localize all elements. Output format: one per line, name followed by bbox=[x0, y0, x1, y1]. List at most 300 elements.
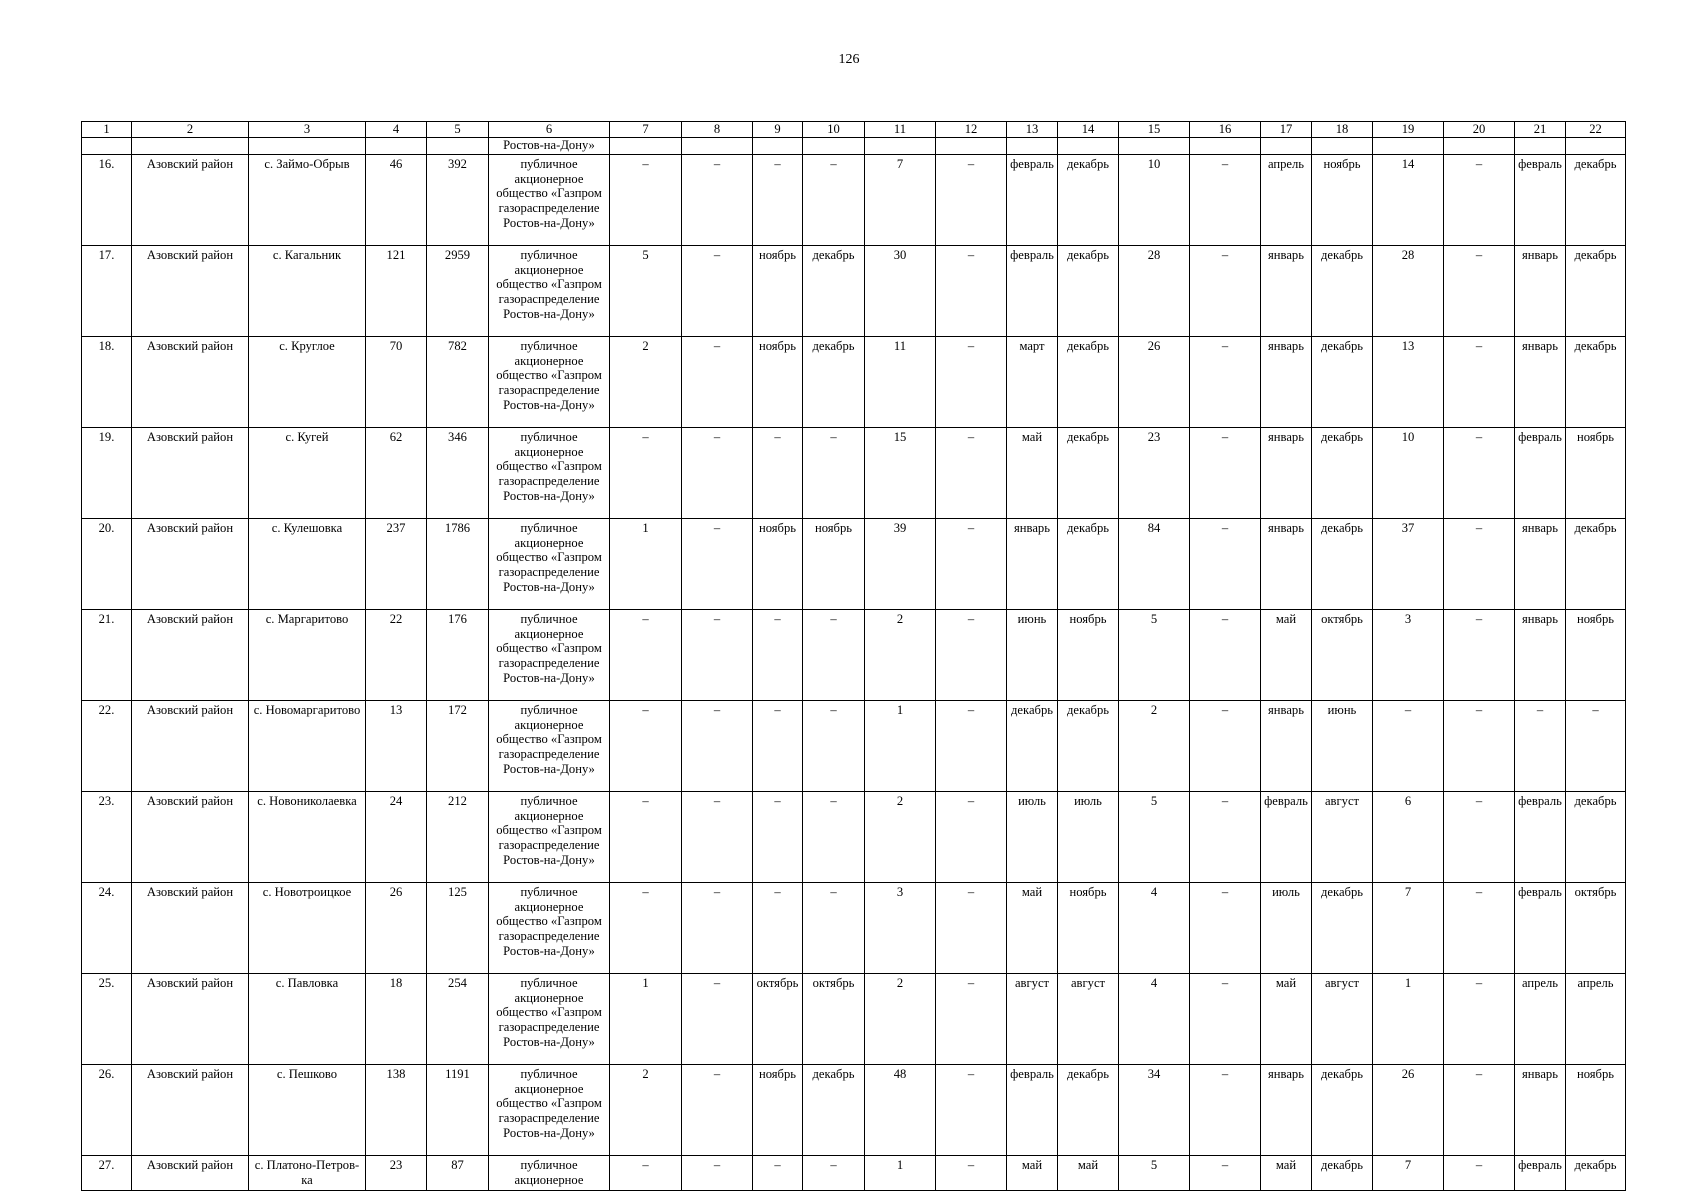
cell-col-16: – bbox=[1190, 791, 1261, 882]
cell-col-7: 2 bbox=[610, 336, 682, 427]
cell-col-10 bbox=[803, 137, 865, 154]
cell-col-20: – bbox=[1444, 791, 1515, 882]
cell-col-20: – bbox=[1444, 700, 1515, 791]
cell-col-13: март bbox=[1007, 336, 1058, 427]
cell-col-19: 10 bbox=[1373, 427, 1444, 518]
cell-col-20: – bbox=[1444, 882, 1515, 973]
cell-col-21: февраль bbox=[1515, 427, 1566, 518]
cell-col-16: – bbox=[1190, 518, 1261, 609]
cell-col-3: с. Новомаргаритово bbox=[249, 700, 366, 791]
cell-col-2 bbox=[132, 137, 249, 154]
cell-col-10: – bbox=[803, 154, 865, 245]
cell-col-14: декабрь bbox=[1058, 427, 1119, 518]
cell-col-22: ноябрь bbox=[1566, 1064, 1626, 1155]
cell-col-14: декабрь bbox=[1058, 1064, 1119, 1155]
cell-col-9: – bbox=[753, 609, 803, 700]
cell-col-13: май bbox=[1007, 427, 1058, 518]
cell-col-22: ноябрь bbox=[1566, 427, 1626, 518]
cell-col-17: январь bbox=[1261, 245, 1312, 336]
cell-col-7: 7 bbox=[610, 122, 682, 138]
cell-col-21: январь bbox=[1515, 518, 1566, 609]
cell-col-17: 17 bbox=[1261, 122, 1312, 138]
cell-col-7: – bbox=[610, 154, 682, 245]
cell-col-13: февраль bbox=[1007, 154, 1058, 245]
cell-col-11: 2 bbox=[865, 791, 936, 882]
cell-col-3: с. Новониколаевка bbox=[249, 791, 366, 882]
cell-col-1: 18. bbox=[82, 336, 132, 427]
cell-col-9: – bbox=[753, 427, 803, 518]
cell-col-5: 1191 bbox=[427, 1064, 489, 1155]
cell-col-6: публичное акционерное общество «Газпром газораспределение Ростов-на-Дону» bbox=[489, 973, 610, 1064]
cell-col-22: декабрь bbox=[1566, 154, 1626, 245]
cell-col-12: – bbox=[936, 791, 1007, 882]
cell-col-16: – bbox=[1190, 427, 1261, 518]
cell-col-4: 121 bbox=[366, 245, 427, 336]
cell-col-21: февраль bbox=[1515, 1155, 1566, 1190]
cell-col-18: декабрь bbox=[1312, 882, 1373, 973]
cell-col-8: – bbox=[682, 609, 753, 700]
cell-col-2: Азовский район bbox=[132, 1155, 249, 1190]
cell-col-13: июнь bbox=[1007, 609, 1058, 700]
table-row bbox=[82, 1064, 1626, 1155]
cell-col-5: 5 bbox=[427, 122, 489, 138]
cell-col-5: 87 bbox=[427, 1155, 489, 1190]
cell-col-3: с. Павловка bbox=[249, 973, 366, 1064]
cell-col-4: 13 bbox=[366, 700, 427, 791]
cell-col-12: – bbox=[936, 245, 1007, 336]
cell-col-17: апрель bbox=[1261, 154, 1312, 245]
cell-col-19: 13 bbox=[1373, 336, 1444, 427]
cell-col-22: декабрь bbox=[1566, 1155, 1626, 1190]
cell-col-10: октябрь bbox=[803, 973, 865, 1064]
cell-col-5: 2959 bbox=[427, 245, 489, 336]
cell-col-13: февраль bbox=[1007, 245, 1058, 336]
cell-col-22: 22 bbox=[1566, 122, 1626, 138]
cell-col-17: май bbox=[1261, 609, 1312, 700]
cell-col-11: 48 bbox=[865, 1064, 936, 1155]
cell-col-20: 20 bbox=[1444, 122, 1515, 138]
cell-col-20: – bbox=[1444, 154, 1515, 245]
cell-col-21: февраль bbox=[1515, 791, 1566, 882]
cell-col-18: декабрь bbox=[1312, 245, 1373, 336]
cell-col-8: – bbox=[682, 791, 753, 882]
cell-col-13: февраль bbox=[1007, 1064, 1058, 1155]
cell-col-4: 70 bbox=[366, 336, 427, 427]
cell-col-18: декабрь bbox=[1312, 518, 1373, 609]
cell-col-1: 17. bbox=[82, 245, 132, 336]
cell-col-12: – bbox=[936, 1064, 1007, 1155]
cell-col-9: октябрь bbox=[753, 973, 803, 1064]
table-row bbox=[82, 609, 1626, 700]
cell-col-21: январь bbox=[1515, 336, 1566, 427]
cell-col-3 bbox=[249, 137, 366, 154]
cell-col-1: 27. bbox=[82, 1155, 132, 1190]
cell-col-17: январь bbox=[1261, 427, 1312, 518]
cell-col-6: публичное акционерное общество «Газпром газораспределение Ростов-на-Дону» bbox=[489, 336, 610, 427]
cell-col-15: 84 bbox=[1119, 518, 1190, 609]
cell-col-2: Азовский район bbox=[132, 882, 249, 973]
cell-col-17: январь bbox=[1261, 518, 1312, 609]
cell-col-13: январь bbox=[1007, 518, 1058, 609]
cell-col-9: – bbox=[753, 882, 803, 973]
cell-col-7: – bbox=[610, 700, 682, 791]
cell-col-20: – bbox=[1444, 245, 1515, 336]
cell-col-15: 28 bbox=[1119, 245, 1190, 336]
cell-col-7: – bbox=[610, 1155, 682, 1190]
cell-col-16: – bbox=[1190, 245, 1261, 336]
cell-col-2: Азовский район bbox=[132, 518, 249, 609]
cell-col-19: 19 bbox=[1373, 122, 1444, 138]
cell-col-20: – bbox=[1444, 609, 1515, 700]
cell-col-4: 237 bbox=[366, 518, 427, 609]
cell-col-22: декабрь bbox=[1566, 336, 1626, 427]
table-row bbox=[82, 154, 1626, 245]
cell-col-7: 1 bbox=[610, 973, 682, 1064]
cell-col-19: 3 bbox=[1373, 609, 1444, 700]
cell-col-9: ноябрь bbox=[753, 336, 803, 427]
cell-col-11 bbox=[865, 137, 936, 154]
cell-col-18 bbox=[1312, 137, 1373, 154]
cell-col-7: – bbox=[610, 882, 682, 973]
cell-col-14: декабрь bbox=[1058, 154, 1119, 245]
cell-col-16: – bbox=[1190, 882, 1261, 973]
cell-col-13: август bbox=[1007, 973, 1058, 1064]
cell-col-6: публичное акционерное общество «Газпром газораспределение Ростов-на-Дону» bbox=[489, 518, 610, 609]
cell-col-7: 1 bbox=[610, 518, 682, 609]
cell-col-11: 3 bbox=[865, 882, 936, 973]
cell-col-2: Азовский район bbox=[132, 700, 249, 791]
cell-col-17: январь bbox=[1261, 700, 1312, 791]
cell-col-8: – bbox=[682, 973, 753, 1064]
cell-col-7: – bbox=[610, 609, 682, 700]
cell-col-9: ноябрь bbox=[753, 518, 803, 609]
cell-col-7: – bbox=[610, 427, 682, 518]
cell-col-14: июль bbox=[1058, 791, 1119, 882]
cell-col-18: ноябрь bbox=[1312, 154, 1373, 245]
cell-col-11: 1 bbox=[865, 1155, 936, 1190]
cell-col-22 bbox=[1566, 137, 1626, 154]
cell-col-14: ноябрь bbox=[1058, 882, 1119, 973]
cell-col-2: Азовский район bbox=[132, 245, 249, 336]
cell-col-8 bbox=[682, 137, 753, 154]
cell-col-12: – bbox=[936, 700, 1007, 791]
cell-col-17: май bbox=[1261, 1155, 1312, 1190]
cell-col-17: январь bbox=[1261, 336, 1312, 427]
cell-col-20: – bbox=[1444, 427, 1515, 518]
cell-col-5: 254 bbox=[427, 973, 489, 1064]
cell-col-21: январь bbox=[1515, 1064, 1566, 1155]
cell-col-14: декабрь bbox=[1058, 518, 1119, 609]
cell-col-4: 18 bbox=[366, 973, 427, 1064]
cell-col-19: 7 bbox=[1373, 1155, 1444, 1190]
cell-col-19: 26 bbox=[1373, 1064, 1444, 1155]
cell-col-5: 176 bbox=[427, 609, 489, 700]
cell-col-9: – bbox=[753, 700, 803, 791]
cell-col-2: Азовский район bbox=[132, 609, 249, 700]
table-row bbox=[82, 1155, 1626, 1190]
cell-col-14 bbox=[1058, 137, 1119, 154]
cell-col-16: – bbox=[1190, 973, 1261, 1064]
cell-col-15: 5 bbox=[1119, 791, 1190, 882]
table-row bbox=[82, 336, 1626, 427]
cell-col-6: публичное акционерное общество «Газпром газораспределение Ростов-на-Дону» bbox=[489, 245, 610, 336]
cell-col-15: 4 bbox=[1119, 882, 1190, 973]
cell-col-8: – bbox=[682, 700, 753, 791]
table-row bbox=[82, 700, 1626, 791]
cell-col-5: 125 bbox=[427, 882, 489, 973]
cell-col-1: 26. bbox=[82, 1064, 132, 1155]
table-row bbox=[82, 882, 1626, 973]
cell-col-8: 8 bbox=[682, 122, 753, 138]
cell-col-12: – bbox=[936, 882, 1007, 973]
cell-col-3: с. Кугей bbox=[249, 427, 366, 518]
cell-col-19: 28 bbox=[1373, 245, 1444, 336]
cell-col-20: – bbox=[1444, 518, 1515, 609]
gasification-table bbox=[81, 121, 1626, 1191]
cell-col-19 bbox=[1373, 137, 1444, 154]
cell-col-21: 21 bbox=[1515, 122, 1566, 138]
cell-col-10: ноябрь bbox=[803, 518, 865, 609]
cell-col-1: 23. bbox=[82, 791, 132, 882]
cell-col-3: 3 bbox=[249, 122, 366, 138]
cell-col-19: 6 bbox=[1373, 791, 1444, 882]
cell-col-12: – bbox=[936, 1155, 1007, 1190]
cell-col-16: – bbox=[1190, 154, 1261, 245]
cell-col-1: 20. bbox=[82, 518, 132, 609]
cell-col-16: – bbox=[1190, 609, 1261, 700]
table-row bbox=[82, 791, 1626, 882]
cell-col-19: 7 bbox=[1373, 882, 1444, 973]
cell-col-8: – bbox=[682, 154, 753, 245]
cell-col-14: май bbox=[1058, 1155, 1119, 1190]
cell-col-4: 22 bbox=[366, 609, 427, 700]
cell-col-9 bbox=[753, 137, 803, 154]
cell-col-4: 4 bbox=[366, 122, 427, 138]
table-row bbox=[82, 245, 1626, 336]
cell-col-11: 7 bbox=[865, 154, 936, 245]
cell-col-20: – bbox=[1444, 336, 1515, 427]
cell-col-3: с. Платоно-Петров-ка bbox=[249, 1155, 366, 1190]
cell-col-21: январь bbox=[1515, 609, 1566, 700]
cell-col-7: – bbox=[610, 791, 682, 882]
cell-col-10: – bbox=[803, 700, 865, 791]
cell-col-6: 6 bbox=[489, 122, 610, 138]
table-row bbox=[82, 973, 1626, 1064]
cell-col-22: октябрь bbox=[1566, 882, 1626, 973]
cell-col-22: апрель bbox=[1566, 973, 1626, 1064]
cell-col-16: – bbox=[1190, 700, 1261, 791]
cell-col-18: октябрь bbox=[1312, 609, 1373, 700]
cell-col-14: ноябрь bbox=[1058, 609, 1119, 700]
cell-col-8: – bbox=[682, 1155, 753, 1190]
cell-col-11: 11 bbox=[865, 336, 936, 427]
cell-col-18: 18 bbox=[1312, 122, 1373, 138]
cell-col-16: – bbox=[1190, 1155, 1261, 1190]
cell-col-4: 46 bbox=[366, 154, 427, 245]
cell-col-11: 15 bbox=[865, 427, 936, 518]
cell-col-20: – bbox=[1444, 1155, 1515, 1190]
cell-col-11: 39 bbox=[865, 518, 936, 609]
cell-col-9: ноябрь bbox=[753, 1064, 803, 1155]
cell-col-12 bbox=[936, 137, 1007, 154]
cell-col-3: с. Пешково bbox=[249, 1064, 366, 1155]
cell-col-6: публичное акционерное общество «Газпром газораспределение Ростов-на-Дону» bbox=[489, 609, 610, 700]
cell-col-1: 25. bbox=[82, 973, 132, 1064]
cell-col-16: – bbox=[1190, 336, 1261, 427]
cell-col-17: июль bbox=[1261, 882, 1312, 973]
cell-col-15: 26 bbox=[1119, 336, 1190, 427]
cell-col-5: 1786 bbox=[427, 518, 489, 609]
cell-col-6: публичное акционерное общество «Газпром газораспределение Ростов-на-Дону» bbox=[489, 882, 610, 973]
cell-col-4: 23 bbox=[366, 1155, 427, 1190]
cell-col-6: публичное акционерное общество «Газпром газораспределение Ростов-на-Дону» bbox=[489, 427, 610, 518]
cell-col-1: 24. bbox=[82, 882, 132, 973]
cell-col-3: с. Кагальник bbox=[249, 245, 366, 336]
cell-col-6: публичное акционерное общество «Газпром газораспределение Ростов-на-Дону» bbox=[489, 1064, 610, 1155]
cell-col-10: – bbox=[803, 609, 865, 700]
cell-col-8: – bbox=[682, 882, 753, 973]
cell-col-21: – bbox=[1515, 700, 1566, 791]
cell-col-19: 37 bbox=[1373, 518, 1444, 609]
cell-col-13: декабрь bbox=[1007, 700, 1058, 791]
table-row bbox=[82, 427, 1626, 518]
cell-col-10: 10 bbox=[803, 122, 865, 138]
cell-col-8: – bbox=[682, 336, 753, 427]
cell-col-15 bbox=[1119, 137, 1190, 154]
cell-col-14: декабрь bbox=[1058, 336, 1119, 427]
cell-col-15: 5 bbox=[1119, 1155, 1190, 1190]
cell-col-21: апрель bbox=[1515, 973, 1566, 1064]
cell-col-12: 12 bbox=[936, 122, 1007, 138]
cell-col-18: декабрь bbox=[1312, 336, 1373, 427]
cell-col-10: декабрь bbox=[803, 245, 865, 336]
cell-col-15: 23 bbox=[1119, 427, 1190, 518]
cell-col-13: 13 bbox=[1007, 122, 1058, 138]
cell-col-14: декабрь bbox=[1058, 700, 1119, 791]
cell-col-16: 16 bbox=[1190, 122, 1261, 138]
cell-col-1: 1 bbox=[82, 122, 132, 138]
cell-col-3: с. Кулешовка bbox=[249, 518, 366, 609]
cell-col-15: 15 bbox=[1119, 122, 1190, 138]
cell-col-8: – bbox=[682, 1064, 753, 1155]
cell-col-18: август bbox=[1312, 973, 1373, 1064]
cell-col-21: январь bbox=[1515, 245, 1566, 336]
cell-col-15: 2 bbox=[1119, 700, 1190, 791]
cell-col-6: публичное акционерное bbox=[489, 1155, 610, 1190]
cell-col-9: – bbox=[753, 154, 803, 245]
cell-col-18: декабрь bbox=[1312, 1155, 1373, 1190]
cell-col-5: 346 bbox=[427, 427, 489, 518]
cell-col-22: ноябрь bbox=[1566, 609, 1626, 700]
header-row bbox=[82, 122, 1626, 138]
cell-col-3: с. Круглое bbox=[249, 336, 366, 427]
cell-col-11: 11 bbox=[865, 122, 936, 138]
cell-col-2: Азовский район bbox=[132, 154, 249, 245]
cell-col-22: – bbox=[1566, 700, 1626, 791]
table-row bbox=[82, 518, 1626, 609]
cell-col-2: Азовский район bbox=[132, 336, 249, 427]
cell-col-19: – bbox=[1373, 700, 1444, 791]
cell-col-1: 19. bbox=[82, 427, 132, 518]
cell-col-22: декабрь bbox=[1566, 518, 1626, 609]
cell-col-14: август bbox=[1058, 973, 1119, 1064]
cell-col-12: – bbox=[936, 427, 1007, 518]
cell-col-9: – bbox=[753, 1155, 803, 1190]
cell-col-6: публичное акционерное общество «Газпром газораспределение Ростов-на-Дону» bbox=[489, 154, 610, 245]
cell-col-17: январь bbox=[1261, 1064, 1312, 1155]
cell-col-3: с. Новотроицкое bbox=[249, 882, 366, 973]
cell-col-6: Ростов-на-Дону» bbox=[489, 137, 610, 154]
cell-col-12: – bbox=[936, 973, 1007, 1064]
cell-col-21: февраль bbox=[1515, 154, 1566, 245]
cell-col-6: публичное акционерное общество «Газпром газораспределение Ростов-на-Дону» bbox=[489, 791, 610, 882]
continuation-row bbox=[82, 137, 1626, 154]
cell-col-12: – bbox=[936, 154, 1007, 245]
cell-col-15: 5 bbox=[1119, 609, 1190, 700]
cell-col-20 bbox=[1444, 137, 1515, 154]
cell-col-18: декабрь bbox=[1312, 427, 1373, 518]
cell-col-22: декабрь bbox=[1566, 791, 1626, 882]
cell-col-17: февраль bbox=[1261, 791, 1312, 882]
cell-col-12: – bbox=[936, 609, 1007, 700]
cell-col-9: 9 bbox=[753, 122, 803, 138]
cell-col-2: Азовский район bbox=[132, 973, 249, 1064]
cell-col-8: – bbox=[682, 427, 753, 518]
cell-col-15: 4 bbox=[1119, 973, 1190, 1064]
cell-col-11: 30 bbox=[865, 245, 936, 336]
cell-col-5: 392 bbox=[427, 154, 489, 245]
cell-col-3: с. Займо-Обрыв bbox=[249, 154, 366, 245]
cell-col-10: – bbox=[803, 427, 865, 518]
cell-col-8: – bbox=[682, 518, 753, 609]
cell-col-4: 24 bbox=[366, 791, 427, 882]
cell-col-10: декабрь bbox=[803, 336, 865, 427]
cell-col-7: 5 bbox=[610, 245, 682, 336]
cell-col-1 bbox=[82, 137, 132, 154]
page-number: 126 bbox=[838, 52, 860, 67]
cell-col-12: – bbox=[936, 336, 1007, 427]
cell-col-1: 22. bbox=[82, 700, 132, 791]
cell-col-13: май bbox=[1007, 1155, 1058, 1190]
cell-col-10: – bbox=[803, 791, 865, 882]
cell-col-4: 26 bbox=[366, 882, 427, 973]
cell-col-10: – bbox=[803, 1155, 865, 1190]
cell-col-15: 34 bbox=[1119, 1064, 1190, 1155]
cell-col-4 bbox=[366, 137, 427, 154]
cell-col-13: май bbox=[1007, 882, 1058, 973]
cell-col-13: июль bbox=[1007, 791, 1058, 882]
cell-col-7: 2 bbox=[610, 1064, 682, 1155]
cell-col-1: 21. bbox=[82, 609, 132, 700]
cell-col-2: Азовский район bbox=[132, 427, 249, 518]
cell-col-21: февраль bbox=[1515, 882, 1566, 973]
cell-col-18: август bbox=[1312, 791, 1373, 882]
cell-col-1: 16. bbox=[82, 154, 132, 245]
cell-col-7 bbox=[610, 137, 682, 154]
cell-col-5: 212 bbox=[427, 791, 489, 882]
cell-col-11: 2 bbox=[865, 973, 936, 1064]
cell-col-13 bbox=[1007, 137, 1058, 154]
cell-col-16: – bbox=[1190, 1064, 1261, 1155]
cell-col-5 bbox=[427, 137, 489, 154]
cell-col-15: 10 bbox=[1119, 154, 1190, 245]
cell-col-12: – bbox=[936, 518, 1007, 609]
cell-col-19: 14 bbox=[1373, 154, 1444, 245]
cell-col-10: – bbox=[803, 882, 865, 973]
cell-col-9: ноябрь bbox=[753, 245, 803, 336]
cell-col-2: Азовский район bbox=[132, 791, 249, 882]
cell-col-5: 782 bbox=[427, 336, 489, 427]
